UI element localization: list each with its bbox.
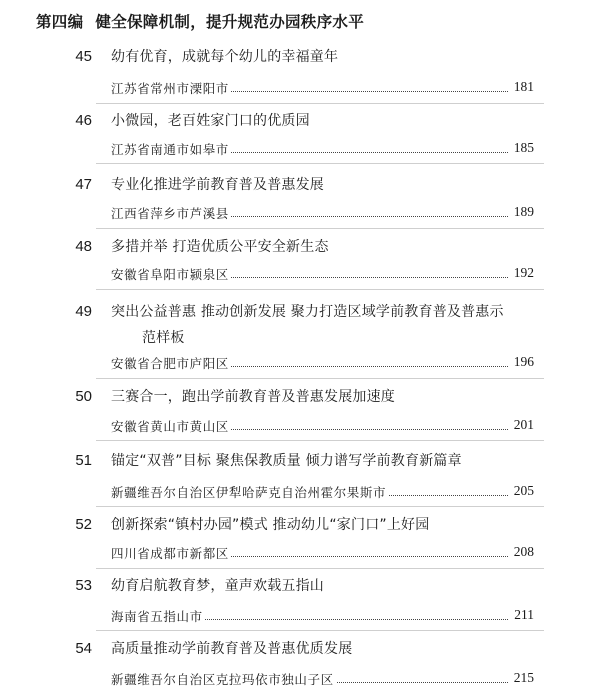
part-header: [36, 10, 364, 32]
entry-number: 52: [75, 516, 92, 533]
entry-page-number[interactable]: 201: [513, 417, 534, 432]
entry-location: 四川省成都市新都区: [111, 546, 229, 561]
entry-title[interactable]: [111, 384, 395, 410]
entry-title[interactable]: [111, 512, 429, 538]
entry-source-row: [111, 140, 534, 160]
entry-location: 新疆维吾尔自治区克拉玛依市独山子区: [111, 672, 334, 687]
entry-divider: [96, 440, 544, 441]
entry-source-row: [111, 265, 534, 285]
entry-title-continuation: 范样板: [142, 330, 185, 346]
entry-title[interactable]: [111, 299, 504, 351]
entry-source-row: [111, 483, 534, 503]
entry-title-line: 高质量推动学前教育普及普惠优质发展: [111, 641, 353, 657]
entry-title-line: 突出公益普惠 推动创新发展 聚力打造区域学前教育普及普惠示: [111, 304, 504, 320]
entry-divider: [96, 630, 544, 631]
entry-divider: [96, 103, 544, 104]
entry-title[interactable]: [111, 636, 352, 662]
entry-title[interactable]: [111, 44, 338, 70]
entry-divider: [96, 163, 544, 164]
entry-page-number[interactable]: 185: [513, 140, 534, 155]
entry-location: 安徽省合肥市庐阳区: [111, 356, 229, 371]
entry-source-row: [111, 544, 534, 564]
entry-location: 海南省五指山市: [111, 609, 203, 624]
entry-page-number[interactable]: 205: [513, 483, 534, 498]
entry-title-line: 锚定“双普”目标 聚焦保教质量 倾力谱写学前教育新篇章: [111, 453, 462, 469]
entry-page-number[interactable]: 215: [513, 670, 534, 685]
entry-source-row: [111, 79, 534, 99]
entry-location: 安徽省阜阳市颍泉区: [111, 267, 229, 282]
entry-number: 51: [75, 452, 92, 469]
part-label: 第四编: [36, 13, 84, 31]
entry-title[interactable]: [111, 172, 324, 198]
entry-location: 江西省萍乡市芦溪县: [111, 206, 229, 221]
entry-title-line: 幼有优育，成就每个幼儿的幸福童年: [111, 49, 339, 65]
entry-title-line: 三赛合一，跑出学前教育普及普惠发展加速度: [111, 389, 395, 405]
entry-title[interactable]: [111, 573, 324, 599]
entry-divider: [96, 378, 544, 379]
entry-number: 47: [75, 176, 92, 193]
entry-page-number[interactable]: 211: [514, 607, 534, 622]
entry-page-number[interactable]: 189: [513, 204, 534, 219]
entry-location: 江苏省常州市溧阳市: [111, 81, 229, 96]
entry-source-row: [111, 670, 534, 690]
entry-title-line: 专业化推进学前教育普及普惠发展: [111, 177, 324, 193]
entry-number: 49: [75, 303, 92, 320]
entry-title[interactable]: [111, 108, 310, 134]
entry-location: 安徽省黄山市黄山区: [111, 419, 229, 434]
entry-title[interactable]: [111, 234, 329, 260]
entry-location: 江苏省南通市如皋市: [111, 142, 229, 157]
entry-title-line: 小微园，老百姓家门口的优质园: [111, 113, 310, 129]
entry-page-number[interactable]: 181: [513, 79, 534, 94]
entry-number: 50: [75, 388, 92, 405]
entry-divider: [96, 506, 544, 507]
entry-title[interactable]: [111, 448, 462, 474]
entry-divider: [96, 228, 544, 229]
entry-source-row: [111, 607, 534, 627]
entry-source-row: [111, 354, 534, 374]
entry-page-number[interactable]: 196: [513, 354, 534, 369]
part-title: 健全保障机制，提升规范办园秩序水平: [95, 13, 365, 31]
entry-title-line: 幼育启航教育梦，童声欢载五指山: [111, 578, 324, 594]
entry-divider: [96, 568, 544, 569]
entry-number: 46: [75, 112, 92, 129]
entry-source-row: [111, 204, 534, 224]
entry-number: 54: [75, 640, 92, 657]
entry-title-line: 多措并举 打造优质公平安全新生态: [111, 239, 329, 255]
entry-location: 新疆维吾尔自治区伊犁哈萨克自治州霍尔果斯市: [111, 485, 387, 500]
entry-number: 53: [75, 577, 92, 594]
entry-source-row: [111, 417, 534, 437]
entry-number: 48: [75, 238, 92, 255]
entry-page-number[interactable]: 192: [513, 265, 534, 280]
entry-page-number[interactable]: 208: [513, 544, 534, 559]
entry-number: 45: [75, 48, 92, 65]
entry-divider: [96, 289, 544, 290]
entry-title-line: 创新探索“镇村办园”模式 推动幼儿“家门口”上好园: [111, 517, 430, 533]
